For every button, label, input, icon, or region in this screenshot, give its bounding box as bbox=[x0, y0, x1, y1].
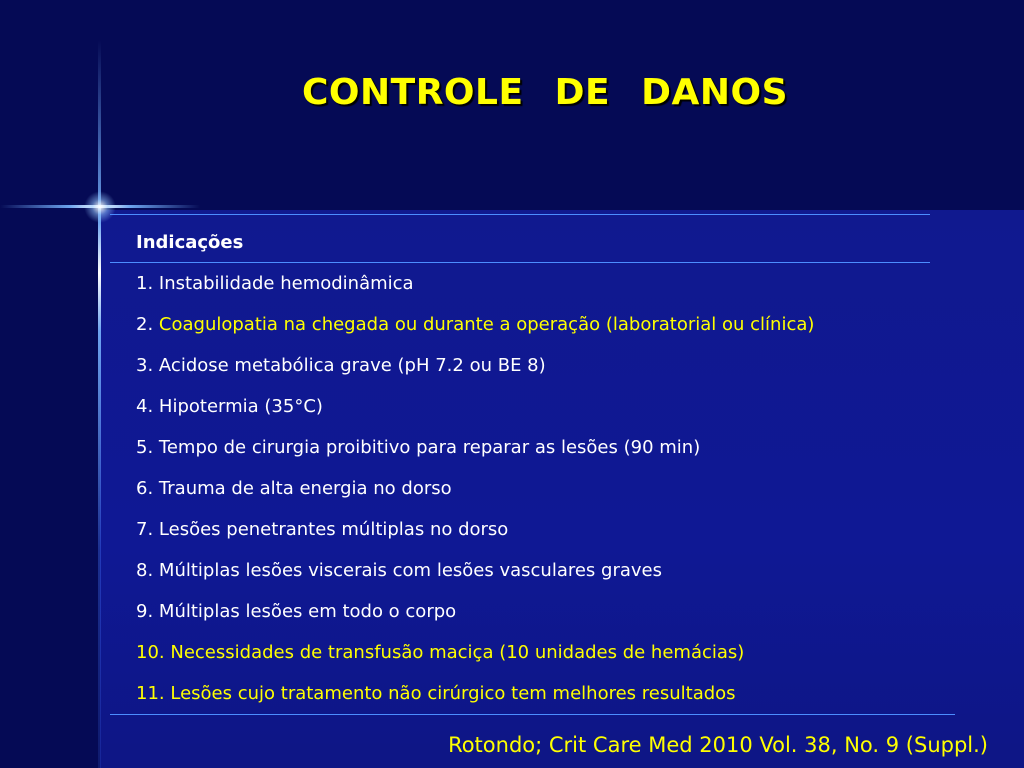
item-number: 7. bbox=[136, 519, 154, 540]
sparkle-vertical-line bbox=[98, 40, 101, 768]
item-text: Acidose metabólica grave (pH 7.2 ou BE 8) bbox=[158, 355, 546, 376]
item-text: Coagulopatia na chegada ou durante a operação (laboratorial ou clínica) bbox=[158, 314, 815, 335]
item-text: Lesões penetrantes múltiplas no dorso bbox=[158, 519, 509, 540]
list-item bbox=[136, 681, 814, 722]
item-text: Trauma de alta energia no dorso bbox=[158, 478, 452, 499]
list-item bbox=[136, 271, 814, 312]
item-number: 2. bbox=[136, 314, 154, 335]
item-text: Lesões cujo tratamento não cirúrgico tem melhores resultados bbox=[170, 683, 736, 704]
item-text: Múltiplas lesões em todo o corpo bbox=[158, 601, 457, 622]
item-number: 1. bbox=[136, 273, 154, 294]
divider-top bbox=[110, 214, 930, 215]
item-text: Múltiplas lesões viscerais com lesões vasculares graves bbox=[158, 560, 662, 581]
list-item bbox=[136, 476, 814, 517]
list-item bbox=[136, 353, 814, 394]
item-number: 5. bbox=[136, 437, 154, 458]
list-item bbox=[136, 435, 814, 476]
list-item bbox=[136, 312, 814, 353]
list-item bbox=[136, 558, 814, 599]
list-item bbox=[136, 517, 814, 558]
item-number: 11. bbox=[136, 683, 165, 704]
item-number: 3. bbox=[136, 355, 154, 376]
list-item bbox=[136, 394, 814, 435]
divider-bottom bbox=[110, 714, 955, 715]
slide-title: CONTROLE DE DANOS bbox=[301, 72, 788, 113]
item-text: Instabilidade hemodinâmica bbox=[158, 273, 414, 294]
indications-list bbox=[136, 271, 814, 722]
item-text: Tempo de cirurgia proibitivo para reparar as lesões (90 min) bbox=[158, 437, 701, 458]
citation: Rotondo; Crit Care Med 2010 Vol. 38, No. 9 (Suppl.) bbox=[448, 733, 988, 757]
item-number: 9. bbox=[136, 601, 154, 622]
section-heading: Indicações bbox=[136, 232, 244, 253]
item-text: Hipotermia (35°C) bbox=[158, 396, 323, 417]
item-number: 4. bbox=[136, 396, 154, 417]
item-number: 6. bbox=[136, 478, 154, 499]
item-number: 10. bbox=[136, 642, 165, 663]
item-text: Necessidades de transfusão maciça (10 unidades de hemácias) bbox=[170, 642, 745, 663]
left-background-band bbox=[0, 0, 100, 768]
list-item bbox=[136, 599, 814, 640]
item-number: 8. bbox=[136, 560, 154, 581]
divider-heading bbox=[110, 262, 930, 263]
sparkle-star-icon bbox=[84, 191, 116, 223]
list-item bbox=[136, 640, 814, 681]
